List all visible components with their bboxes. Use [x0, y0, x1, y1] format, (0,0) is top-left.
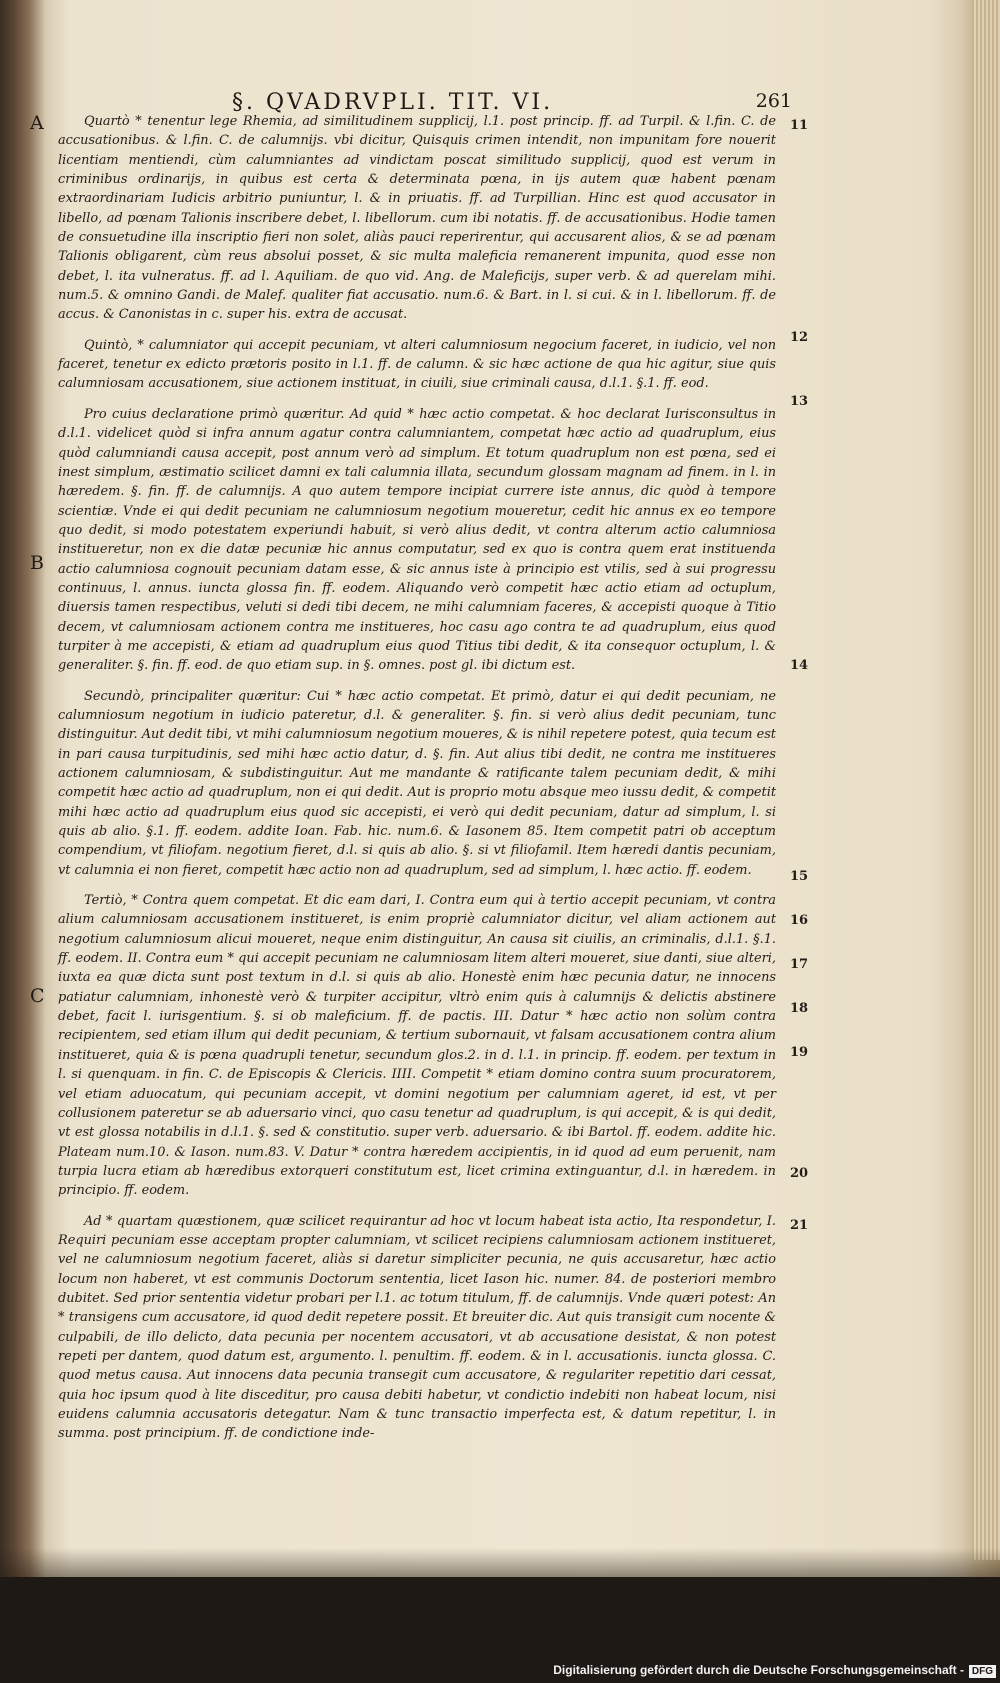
margin-letter-a: A — [30, 112, 44, 134]
text-column — [58, 112, 776, 1455]
paragraph-text: Quintò, * calumniator qui accepit pecuniam, vt alteri calumniosum negocium faceret, in iudicio, vel non faceret, tenetur ex edicto prætoris posito in l.1. ff. de calumn. & sic hæc actione de qua hic agitur, siue quis calumniosam accusationem, siue actionem instituat, in ciuili, siue criminali causa, d.l.1. §.1. ff. eod. — [58, 337, 776, 392]
margin-letter-c: C — [30, 985, 45, 1007]
margin-number: 12 — [790, 330, 809, 345]
margin-number: 20 21 — [790, 1166, 809, 1233]
paragraph-text: Tertiò, * Contra quem competat. Et dic eam dari, I. Contra eum qui à tertio accepit pecuniam, vt contra alium calumniosam accusationem institueret, is enim propriè calumniator dicitur, vel aliam actionem aut negotium calumniosum alicui moueret, neque enim distinguitur, An causa sit ciuilis, an criminalis, d.l.1. §.1. ff. eodem. II. Contra eum * qui accepit pecuniam ne calumniosam litem alteri moueret, siue danti, siue alteri, iuxta ea quæ dicta sunt post textum in d.l. si quis ab alio. Honestè enim hæc pecunia datur, ne innocens patiatur calumniam, inhonestè verò & turpiter accipitur, vltrò enim quis à calumnijs & delictis abstinere debet, facit l. iurisgentium. §. si ob maleficium. ff. de pactis. III. Datur * hæc actio non solùm contra recipientem, sed etiam illum qui dedit pecuniam, & tertium subornauit, vt falsam accusationem contra alium institueret, quia & is pœna quadrupli tenetur, secundum glos.2. in d. l.1. in princip. ff. eodem. per textum in l. si quenquam. in fin. C. de Episcopis & Clericis. IIII. Competit * etiam domino contra suum procuratorem, vel etiam aduocatum, qui pecuniam accepit, vt domini negotium per calumniam ageret, id est, vt per collusionem pateretur se ab aduersario vinci, quo casu tenetur ad quadruplum, is qui accepit, & is qui dedit, vt est glossa notabilis in d.l.1. §. sed & constitutio. super verb. aduersario. & ibi Bartol. ff. eodem. addite hic. Plateam num.10. & Iason. num.83. V. Datur * contra hæredem accipientis, in id quod ad eum peruenit, nam turpia lucra etiam ab hæredibus extorqueri constitutum est, licet crimina extinguantur, d.l. in hæredem. in principio. ff. eodem. — [58, 893, 776, 1199]
margin-number: 14 — [790, 658, 809, 673]
paragraph — [58, 405, 776, 676]
dfg-logo: DFG — [969, 1665, 996, 1678]
paragraph-text: Pro cuius declaratione primò quæritur. Ad quid * hæc actio competat. & hoc declarat Iurisconsultus in d.l.1. videlicet quòd si infra annum agatur contra calumniantem, competat hæc actio ad quadruplum, eius quòd calumniandi causa accepit, post annum verò ad simplum. Et totum quadruplum non est pœna, sed ei inest simplum, æstimatio scilicet damni ex tali calumnia illata, secundum glossam magnam ad finem. in l. in hæredem. §. fin. ff. de calumnijs. A quo autem tempore incipiat currere iste annus, dic quòd à tempore scientiæ. Vnde ei qui dedit pecuniam ne calumniosum negotium moueretur, cedit hic annus ex eo tempore quo dedit, si modo potestatem experiundi habuit, si verò alius dedit, vt contra alterum actio calumniosa institueretur, non ex die datæ pecuniæ hic annus computatur, sed ex quo is contra quem erat instituenda actio calumniosa cognouit pecuniam datam esse, & sic annus iste à principio est vtilis, sed à sui progressu continuus, l. annus. iuncta glossa fin. ff. eodem. Aliquando verò competit hæc actio etiam ad octuplum, diuersis tamen respectibus, veluti si dedi tibi decem, ne mihi calumniam faceres, & accepisti quoque à Titio decem, vt calumniosam actionem contra me institueres, hoc casu ago contra te ad quadruplum, eius quod turpiter à me accepisti, & etiam ad quadruplum eius quod Titius tibi dedit, & ita consequor octuplum, l. & generaliter. §. fin. ff. eod. de quo etiam sup. in §. omnes. post gl. ibi dictum est. — [58, 406, 776, 674]
paragraph — [58, 1212, 776, 1444]
running-title: §. QVADRVPLI. TIT. VI. — [232, 90, 554, 115]
footer-bar — [0, 1577, 1000, 1683]
paragraph-text: Secundò, principaliter quæritur: Cui * hæc actio competat. Et primò, datur ei qui dedit pecuniam, ne calumniosum negotium in iudicio pateretur, d.l. & generaliter. §. fin. si verò alius dedit pecuniam, tunc distinguitur. Aut dedit tibi, vt mihi calumniosum negotium moueres, & is nihil repetere potest, quia tecum est in pari causa turpitudinis, sed mihi hæc actio datur, d. §. fin. Aut alius tibi dedit, ne contra me institueres actionem calumniosam, & subdistinguitur. Aut me mandante & ratificante talem pecuniam dedit, & mihi competit hæc actio ad quadruplum, non ei qui dedit. Aut is proprio motu absque meo iussu dedit, & competit mihi hæc actio ad quadruplum eius quod sic accepisti, ei verò qui dedit pecuniam, datur ad simplum, l. si quis ab alio. §.1. ff. eodem. addite Ioan. Fab. hic. num.6. & Iasonem 85. Item competit patri ob acceptum compendium, vt filiofam. negotium fieret, d.l. si quis ab alio. §. si vt filiofamil. Item hæredi dantis pecuniam, vt calumnia ei non fieret, competit hæc actio non ad quadruplum, sed ad simplum, l. hæc actio. ff. eodem. — [58, 688, 776, 878]
margin-number: 13 — [790, 394, 809, 409]
paragraph — [58, 336, 776, 394]
book-fore-edge — [972, 0, 1000, 1560]
paragraph-text: Quartò * tenentur lege Rhemia, ad similitudinem supplicij, l.1. post princip. ff. ad Turpil. & l.fin. C. de accusationibus. & l.fin. C. de calumnijs. vbi dicitur, Quisquis crimen intendit, non impunitam fore nouerit licentiam mentiendi, cùm calumniantes ad vindictam poscat similitudo supplicij, quod est verum in criminibus ordinarijs, in quibus est certa & determinata pœna, in ijs autem quæ habent pœnam extraordinariam Iudicis arbitrio puniuntur, l. & in priuatis. ff. ad Turpillian. Hinc est quod accusator in libello, ad pœnam Talionis inscribere debet, l. libellorum. cum ibi notatis. ff. de accusationibus. Hodie tamen de consuetudine illa inscriptio fieri non solet, aliàs pauci reperirentur, qui accusarent alios, & se ad pœnam Talionis obligarent, cùm reus absolui posset, & sic multa maleficia remanerent impunita, quod esse non debet, l. ita vulneratus. ff. ad l. Aquiliam. de quo vid. Ang. de Maleficijs, super verb. & ad querelam mihi. num.5. & omnino Gandi. de Malef. qualiter fiat accusatio. num.6. & Bart. in l. si cui. & in l. libellorum. ff. de accus. & Canonistas in c. super his. extra de accusat. — [58, 114, 776, 323]
paragraph — [58, 687, 776, 880]
page-shadow — [0, 1548, 1000, 1578]
paragraph — [58, 891, 776, 1201]
dfg-credit: Digitalisierung gefördert durch die Deutsche Forschungsgemeinschaft - — [553, 1663, 964, 1677]
margin-letter-b: B — [30, 552, 44, 574]
margin-number: 15 16 17 18 19 — [790, 869, 809, 1060]
margin-number: 11 — [790, 118, 809, 133]
paragraph — [58, 112, 776, 325]
paragraph-text: Ad * quartam quæstionem, quæ scilicet requirantur ad hoc vt locum habeat ista actio, Ita respondetur, I. Requiri pecuniam esse acceptam propter calumniam, vt scilicet recipiens calumniosam actionem institueret, vel ne calumniosum negotium faceret, aliàs si daretur simpliciter pecunia, ne quis accusaretur, hæc actio locum non haberet, vt est communis Doctorum sententia, licet Iason hic. numer. 84. de posteriori membro dubitet. Sed prior sententia videtur probari per l.1. ac totum titulum, ff. de calumnijs. Vnde quæri potest: An * transigens cum accusatore, id quod dedit repetere possit. Et breuiter dic. Aut quis transigit cum nocente & culpabili, de illo delicto, data pecunia per nocentem accusatori, vt ab accusatione desistat, & non potest repeti per dantem, quod datum est, argumento. l. penultim. ff. eodem. & in l. accusationis. iuncta glossa. C. quod metus causa. Aut innocens data pecunia transegit cum accusatore, & regulariter repetitio dari cessat, quia hoc ipsum quod à lite disceditur, pro causa debiti habetur, vt condictio indebiti non habeat locum, nisi euidens calumnia accusatoris detegatur. Nam & tunc transactio imperfecta est, & datum repetitur, l. in summa. post principium. ff. de condictione inde- — [58, 1213, 776, 1442]
folio-number: 261 — [755, 90, 792, 112]
